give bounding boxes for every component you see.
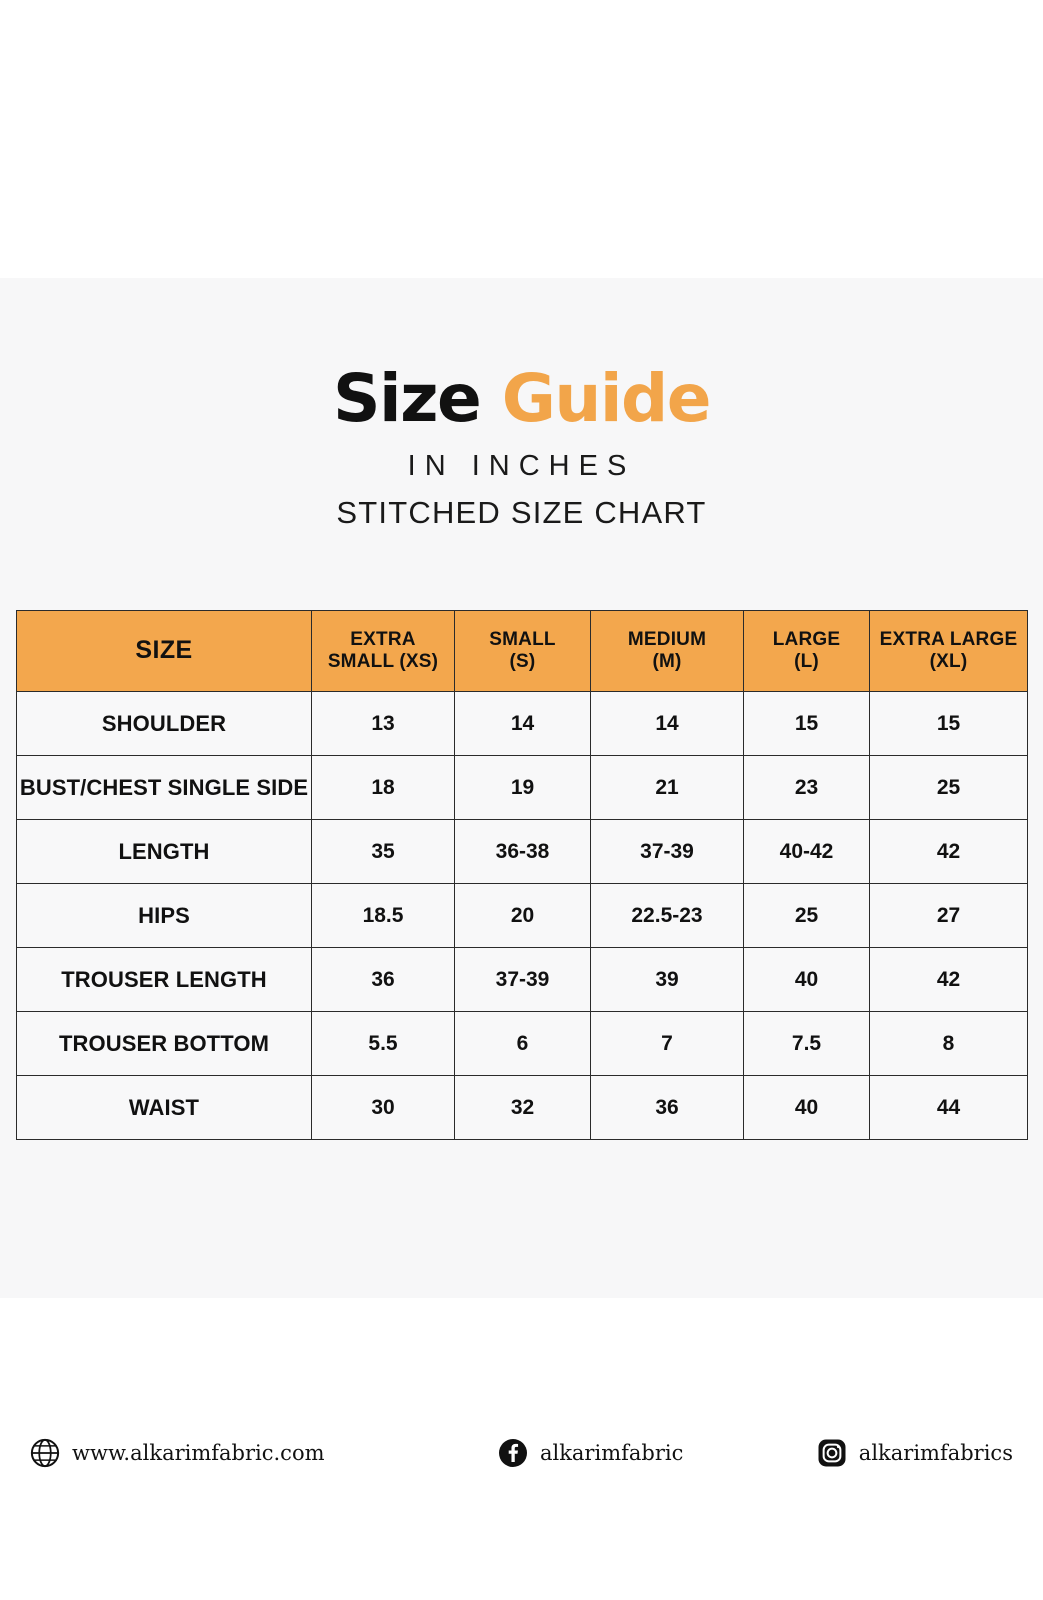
footer-instagram[interactable] [817, 1438, 1013, 1468]
header-xs-line2: SMALL (XS) [327, 651, 439, 672]
table-row [17, 820, 1028, 884]
table-header-l [744, 611, 870, 692]
cell-bust-xs: 18 [312, 756, 455, 820]
cell-shoulder-m: 14 [591, 692, 744, 756]
cell-waist-xs: 30 [312, 1076, 455, 1140]
table-header-size: SIZE [17, 611, 312, 692]
row-label-bust-chest: BUST/CHEST SINGLE SIDE [17, 756, 312, 820]
row-label-waist: WAIST [17, 1076, 312, 1140]
header-l-line1: LARGE [772, 628, 841, 650]
cell-trouser-length-m: 39 [591, 948, 744, 1012]
cell-hips-xs: 18.5 [312, 884, 455, 948]
cell-hips-l: 25 [744, 884, 870, 948]
facebook-icon [498, 1438, 528, 1468]
header-xs-line1: EXTRA [350, 628, 416, 650]
row-label-length: LENGTH [17, 820, 312, 884]
table-row [17, 692, 1028, 756]
page-title [8, 360, 1035, 437]
cell-length-l: 40-42 [744, 820, 870, 884]
footer-instagram-text: alkarimfabrics [858, 1441, 1013, 1465]
cell-length-m: 37-39 [591, 820, 744, 884]
header-m-line2: (M) [652, 651, 682, 672]
table-row [17, 884, 1028, 948]
cell-trouser-length-xl: 42 [870, 948, 1028, 1012]
footer-facebook-text: alkarimfabric [539, 1441, 684, 1465]
cell-waist-l: 40 [744, 1076, 870, 1140]
footer-website[interactable] [30, 1438, 325, 1468]
cell-length-s: 36-38 [455, 820, 591, 884]
header-s-line2: (S) [509, 651, 536, 672]
cell-shoulder-s: 14 [455, 692, 591, 756]
footer-website-text: www.alkarimfabric.com [72, 1441, 325, 1465]
row-label-hips: HIPS [17, 884, 312, 948]
cell-bust-xl: 25 [870, 756, 1028, 820]
table-row [17, 756, 1028, 820]
title-part-size: Size [332, 360, 502, 437]
header-m-line1: MEDIUM [627, 628, 707, 650]
header-xl-line2: (XL) [929, 651, 968, 672]
cell-waist-m: 36 [591, 1076, 744, 1140]
cell-shoulder-xl: 15 [870, 692, 1028, 756]
cell-shoulder-xs: 13 [312, 692, 455, 756]
table-row [17, 1012, 1028, 1076]
cell-hips-m: 22.5-23 [591, 884, 744, 948]
cell-bust-m: 21 [591, 756, 744, 820]
table-header-xs [312, 611, 455, 692]
card-inner [8, 278, 1035, 1465]
cell-trouser-bottom-xs: 5.5 [312, 1012, 455, 1076]
cell-trouser-bottom-l: 7.5 [744, 1012, 870, 1076]
header-s-line1: SMALL [489, 628, 556, 650]
title-part-guide: Guide [501, 360, 711, 437]
subtitle-chart-type: STITCHED SIZE CHART [336, 495, 707, 530]
cell-trouser-bottom-s: 6 [455, 1012, 591, 1076]
cell-trouser-length-xs: 36 [312, 948, 455, 1012]
subtitle-units: IN INCHES [407, 450, 636, 482]
title-block [8, 278, 1035, 531]
cell-waist-s: 32 [455, 1076, 591, 1140]
cell-shoulder-l: 15 [744, 692, 870, 756]
cell-trouser-length-l: 40 [744, 948, 870, 1012]
table-header-m [591, 611, 744, 692]
cell-hips-s: 20 [455, 884, 591, 948]
cell-trouser-bottom-xl: 8 [870, 1012, 1028, 1076]
cell-length-xl: 42 [870, 820, 1028, 884]
table-header-row [17, 611, 1028, 692]
footer-social-bar [16, 1438, 1027, 1468]
footer-facebook[interactable] [498, 1438, 683, 1468]
table-row [17, 948, 1028, 1012]
cell-bust-l: 23 [744, 756, 870, 820]
instagram-icon [817, 1438, 847, 1468]
table-body [17, 692, 1028, 1140]
cell-waist-xl: 44 [870, 1076, 1028, 1140]
size-guide-card [0, 278, 1043, 1465]
cell-bust-s: 19 [455, 756, 591, 820]
table-header-xl [870, 611, 1028, 692]
globe-icon [30, 1438, 60, 1468]
table-head [17, 611, 1028, 692]
header-l-line2: (L) [794, 651, 819, 672]
cell-hips-xl: 27 [870, 884, 1028, 948]
header-xl-line1: EXTRA LARGE [879, 628, 1018, 650]
table-row [17, 1076, 1028, 1140]
row-label-shoulder: SHOULDER [17, 692, 312, 756]
row-label-trouser-bottom: TROUSER BOTTOM [17, 1012, 312, 1076]
size-table-wrapper [16, 610, 1027, 1140]
row-label-trouser-length: TROUSER LENGTH [17, 948, 312, 1012]
cell-length-xs: 35 [312, 820, 455, 884]
size-table [16, 610, 1028, 1140]
cell-trouser-length-s: 37-39 [455, 948, 591, 1012]
table-header-s [455, 611, 591, 692]
cell-trouser-bottom-m: 7 [591, 1012, 744, 1076]
